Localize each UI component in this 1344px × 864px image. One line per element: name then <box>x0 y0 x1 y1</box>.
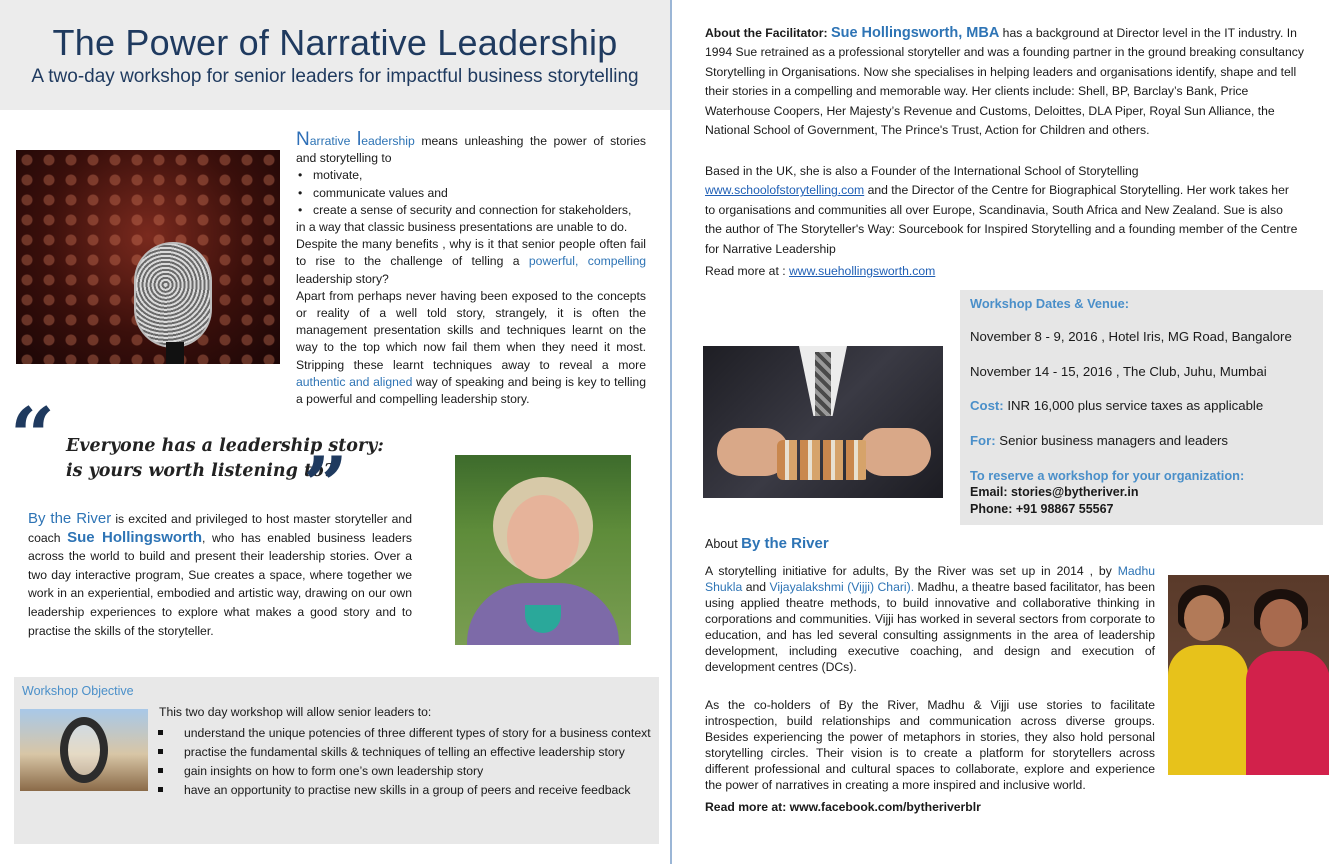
school-link[interactable]: www.schoolofstorytelling.com <box>705 183 865 198</box>
microphone-photo <box>16 150 280 364</box>
photo-face <box>507 495 579 579</box>
about-org-name: By the River <box>741 535 829 552</box>
audience-label: For: <box>970 433 996 448</box>
objective-intro: This two day workshop will allow senior leaders to: <box>159 705 432 719</box>
list-item: have an opportunity to practise new skills in a group of peers and receive feedback <box>156 781 656 800</box>
lead-eadership: eadership <box>361 134 415 148</box>
madhu-name: Madhu Shukla <box>705 564 1155 594</box>
reserve-heading: To reserve a workshop for your organization: <box>970 468 1245 483</box>
venue-audience <box>970 433 1228 448</box>
facebook-read-more[interactable]: Read more at: www.facebook.com/bytheriverblr <box>705 800 981 814</box>
intro-explanation-end: way of speaking and being is key to telling a powerful and compelling leadership story. <box>296 374 646 407</box>
venue-date-bangalore: November 8 - 9, 2016 , Hotel Iris, MG Road, Bangalore <box>970 329 1292 344</box>
close-quote-icon: ” <box>303 440 348 531</box>
intro-question-highlight: powerful, compelling <box>528 254 646 269</box>
host-intro-part2: , who has enabled business leaders across the world to build and present their leadership stories. Over a two day interactive program, Sue creates a space, where together we work in an experiential, embodied and artistic way, drawing on our own leadership experiences to explore what makes a good story and to practise the skills of the storyteller. <box>28 530 412 638</box>
benefit-list <box>296 167 646 219</box>
lead-rest: means unleashing the power of stories and storytelling to <box>296 134 646 166</box>
photo-tie <box>815 352 831 416</box>
paper-people-icon <box>777 440 869 480</box>
photo-person-2-body <box>1246 651 1329 775</box>
list-item: • motivate, <box>296 167 646 184</box>
facilitator-label: About the Facilitator: <box>705 26 831 40</box>
objective-box <box>14 677 659 844</box>
about-river-paragraph-1 <box>705 563 1155 675</box>
intro-explanation-highlight: authentic and aligned <box>296 374 413 389</box>
facilitator-photo <box>455 455 631 645</box>
open-quote-icon: “ <box>10 391 55 482</box>
cost-label: Cost: <box>970 398 1004 413</box>
intro-question-end: leadership story? <box>296 271 389 286</box>
photo-right-hand <box>859 428 931 476</box>
host-intro <box>28 510 412 640</box>
photo-person-1-face <box>1184 595 1224 641</box>
photo-person-1-body <box>1168 645 1248 775</box>
facilitator-affiliations <box>705 162 1301 259</box>
lens-photo <box>20 709 148 791</box>
cost-value: INR 16,000 plus service taxes as applicable <box>1003 398 1264 413</box>
hands-photo <box>703 346 943 498</box>
intro-explanation-start: Apart from perhaps never having been exposed to the concepts or reality of a well told story, strangely, it is often the management presentation skills and techniques learnt on the way to the top which now fail them when they need it most. Stripping these learnt techniques away to reveal a more <box>296 288 646 372</box>
lead-n: N <box>296 129 310 150</box>
lead-arrative: arrative <box>309 134 357 148</box>
audience-value: Senior business managers and leaders <box>995 433 1229 448</box>
facilitator-read-more <box>705 264 935 278</box>
affiliation-line: Based in the UK, she is also a Founder of the International School of Storytelling <box>705 164 1139 178</box>
list-item: practise the fundamental skills & techniques of telling an effective leadership story <box>156 743 656 762</box>
lead-l: l <box>356 129 362 150</box>
title-banner <box>0 0 670 110</box>
venue-box <box>960 290 1323 525</box>
intro-after-bullets: in a way that classic business presentations are unable to do. <box>296 220 628 235</box>
contact-phone[interactable]: Phone: +91 98867 55567 <box>970 502 1114 516</box>
lens-icon <box>60 717 108 783</box>
objective-title: Workshop Objective <box>22 684 134 698</box>
list-item: • create a sense of security and connection for stakeholders, <box>296 202 646 219</box>
intro-question <box>296 236 646 288</box>
facilitator-heading-name: Sue Hollingsworth, MBA <box>830 25 1000 41</box>
page-title: The Power of Narrative Leadership <box>52 22 618 63</box>
page-subtitle: A two-day workshop for senior leaders for impactful business storytelling <box>31 66 639 87</box>
intro-text <box>296 131 646 408</box>
intro-question-start: Despite the many benefits , why is it that senior people often fail to rise to the challenge of telling a <box>296 237 646 269</box>
microphone-handle <box>166 342 184 364</box>
page-divider <box>670 0 672 864</box>
objective-list <box>156 724 656 800</box>
facilitator-website-link[interactable]: www.suehollingsworth.com <box>789 264 936 278</box>
about-label: About <box>705 537 742 551</box>
about-river-paragraph-2: As the co-holders of By the River, Madhu & Vijji use stories to facilitate introspection, build relationships and communication across diverse groups. Besides experiencing the power of metaphors in stories, they also hold personal storytelling circles. Their vision is to create a platform for storytellers across different professional and cultural spaces to collaborate, explore and experience the power of narratives in creating a more inspired and inclusive world. <box>705 698 1155 792</box>
venue-cost <box>970 398 1263 413</box>
vijji-name: Vijayalakshmi (Vijji) Chari). <box>769 580 915 594</box>
intro-explanation <box>296 288 646 408</box>
affiliation-rest: and the Director of the Centre for Biographical Storytelling. Her work takes her to organisations and communities all over Europe, Scandinavia, South Africa and New Zealand. Sue is also the author of The Storyteller's Way: Sourcebook for Inspired Storytelling and a founding member of the Centre for Narrative Leadership <box>705 183 1298 256</box>
host-intro-part1: is excited and privileged to host master storyteller and coach <box>28 512 412 545</box>
contact-email[interactable]: Email: stories@bytheriver.in <box>970 485 1139 499</box>
read-more-label: Read more at : <box>705 264 789 278</box>
list-item: understand the unique potencies of three different types of story for a business context <box>156 724 656 743</box>
photo-person-2-face <box>1260 599 1302 647</box>
facilitator-name: Sue Hollingsworth <box>67 528 203 546</box>
facilitator-bio-text: has a background at Director level in the IT industry. In 1994 Sue retrained as a professional storyteller and was a founding partner in the ground breaking consultancy Storytelling in Organisations. Now she specialises in helping leaders and organisations identify, shape and tell their stories in a compelling and memorable way. Her clients include: Shell, BP, Barclay’s Bank, Price Waterhouse Coopers, Her Majesty’s Revenue and Customs, Deloittes, DLA Piper, Royal Sun Alliance, the National School of Government, The Prince's Trust, Action for Children and others. <box>705 26 1304 138</box>
about-river-p1-start: A storytelling initiative for adults, By the River was set up in 2014 , by <box>705 564 1118 578</box>
founders-photo <box>1168 575 1329 775</box>
about-river-p1-end: Madhu, a theatre based facilitator, has been using applied theatre methods, to build innovative and collaborative thinking in corporations and communities. Vijji has worked in several sectors from corporate to education, and has led several consulting assignments in the area of leadership development, including executive coaching, and design and execution of development centres (DCs). <box>705 580 1155 674</box>
microphone-icon <box>134 242 212 348</box>
pull-quote: Everyone has a leadership story: is yours worth listening to? <box>66 436 384 481</box>
list-item: gain insights on how to form one’s own leadership story <box>156 762 656 781</box>
facilitator-bio <box>705 24 1311 140</box>
venue-title: Workshop Dates & Venue: <box>970 296 1130 311</box>
org-name: By the River <box>28 510 112 527</box>
list-item: • communicate values and <box>296 185 646 202</box>
about-river-p1-and: and <box>742 580 770 594</box>
about-river-heading <box>705 535 829 552</box>
venue-date-mumbai: November 14 - 15, 2016 , The Club, Juhu, Mumbai <box>970 364 1267 379</box>
